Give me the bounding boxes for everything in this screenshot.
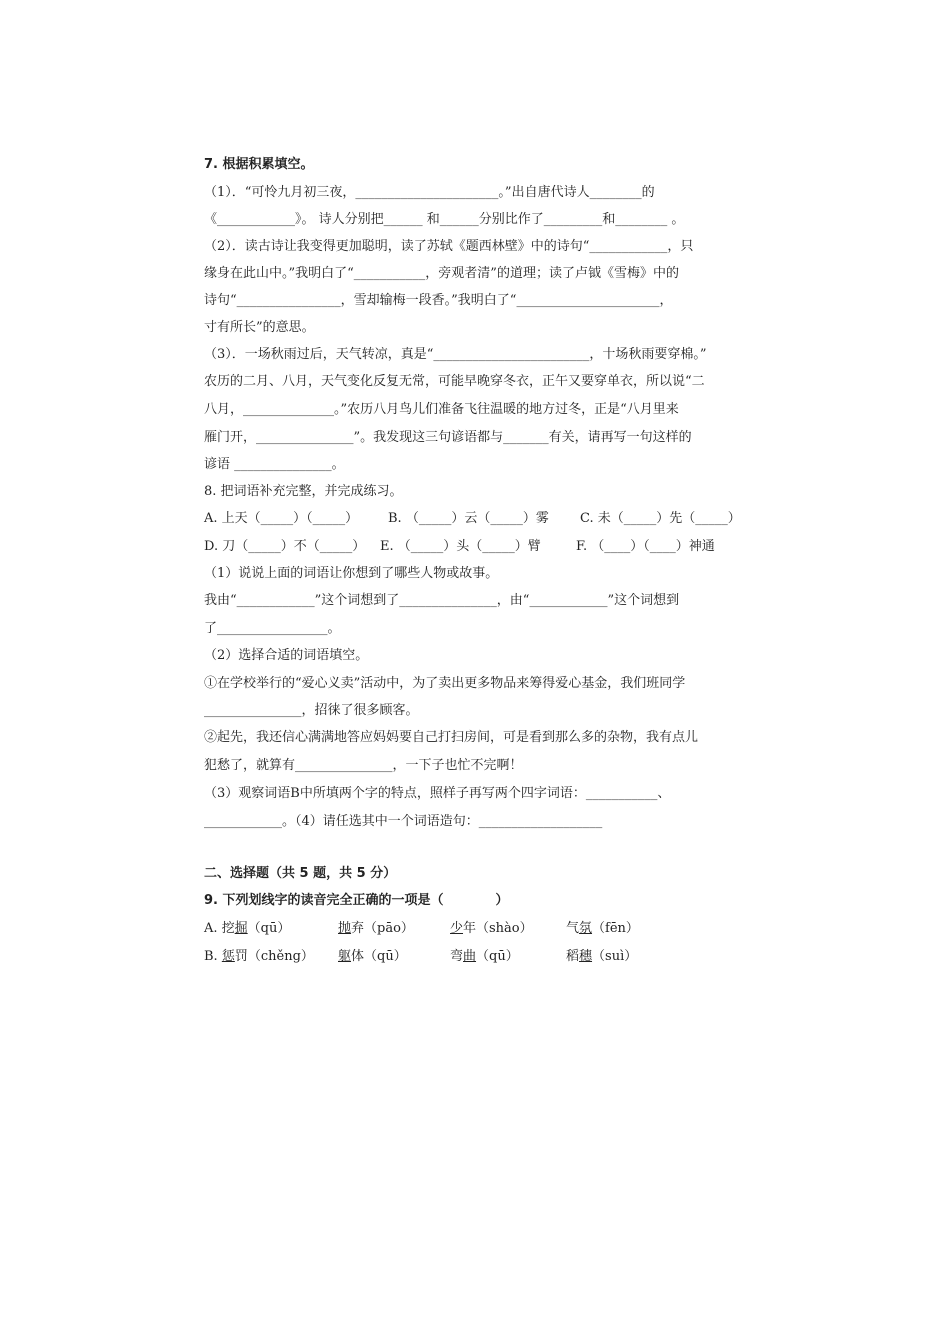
q7-title: 7. 根据积累填空。 bbox=[204, 157, 314, 172]
q8-line: 我由“____________”这个词想到了_______________，由“____________”这个词想到 bbox=[204, 593, 680, 608]
q8-line: （2）选择合适的词语填空。 bbox=[204, 648, 369, 663]
q7-line: 诗句“________________，雪却输梅一段香。”我明白了“______________________， bbox=[204, 293, 673, 308]
q9-word: B. 惩罚（chěng） bbox=[204, 949, 314, 964]
q7-line: 谚语 _______________。 bbox=[204, 457, 345, 472]
q9-title: 9. 下列划线字的读音完全正确的一项是（ ） bbox=[204, 893, 509, 908]
q9-word: 气氛（fēn） bbox=[566, 921, 639, 936]
section-title: 二、选择题（共 5 题，共 5 分） bbox=[204, 866, 397, 881]
q8-line: （1）说说上面的词语让你想到了哪些人物或故事。 bbox=[204, 566, 499, 581]
q8-title: 8. 把词语补充完整，并完成练习。 bbox=[204, 484, 403, 499]
q8-line: 了_________________。 bbox=[204, 621, 341, 636]
q9-word: 躯体（qū） bbox=[338, 949, 407, 964]
q8-option-f: F. （____）（____）神通 bbox=[576, 539, 715, 554]
q8-line: （3）观察词语B中所填两个字的特点，照样子再写两个四字词语：___________、 bbox=[204, 786, 671, 801]
q7-line: 雁门开，_______________”。我发现这三句谚语都与_______有关，请再写一句这样的 bbox=[204, 430, 692, 445]
q9-word: 弯曲（qū） bbox=[450, 949, 519, 964]
q9-word: 稻穗（suì） bbox=[566, 949, 638, 964]
q8-line: _______________，招徕了很多顾客。 bbox=[204, 703, 419, 718]
q7-line: 缘身在此山中。”我明白了“___________，旁观者清”的道理；读了卢钺《雪梅》中的 bbox=[204, 266, 679, 281]
q7-line: （2）．读古诗让我变得更加聪明，读了苏轼《题西林壁》中的诗句“____________，只 bbox=[204, 239, 694, 254]
q8-option-e: E. （_____）头（_____）臂 bbox=[380, 539, 541, 554]
q7-line: 《____________》。 诗人分别把______ 和______分别比作了_________和________ 。 bbox=[204, 212, 685, 227]
q9-word: A. 挖掘（qū） bbox=[204, 921, 291, 936]
q7-line: 寸有所长”的意思。 bbox=[204, 320, 315, 335]
q8-line: ____________。（4）请任选其中一个词语造句：___________________ bbox=[204, 814, 603, 829]
q8-option-a: A. 上天（_____）（_____） bbox=[204, 511, 359, 526]
q8-option-c: C. 未（_____）先（_____） bbox=[580, 511, 741, 526]
q7-line: 八月，______________。”农历八月鸟儿们准备飞往温暖的地方过冬，正是“八月里来 bbox=[204, 402, 679, 417]
q9-word: 少年（shào） bbox=[450, 921, 533, 936]
q7-line: 农历的二月、八月，天气变化反复无常，可能早晚穿冬衣，正午又要穿单衣，所以说“二 bbox=[204, 374, 705, 389]
q9-word: 抛弃（pāo） bbox=[338, 921, 414, 936]
q7-line: （3）．一场秋雨过后，天气转凉，真是“________________________，十场秋雨要穿棉。” bbox=[204, 347, 707, 362]
q8-option-d: D. 刀（_____）不（_____） bbox=[204, 539, 366, 554]
q8-line: ②起先，我还信心满满地答应妈妈要自己打扫房间，可是看到那么多的杂物，我有点儿 bbox=[204, 730, 699, 745]
q8-line: 犯愁了，就算有_______________，一下子也忙不完啊！ bbox=[204, 758, 523, 773]
q8-option-b: B. （_____）云（_____）雾 bbox=[388, 511, 549, 526]
q8-line: ①在学校举行的“爱心义卖”活动中，为了卖出更多物品来筹得爱心基金，我们班同学 bbox=[204, 676, 686, 691]
q7-line: （1）．“可怜九月初三夜，______________________。”出自唐代诗人________的 bbox=[204, 185, 655, 200]
